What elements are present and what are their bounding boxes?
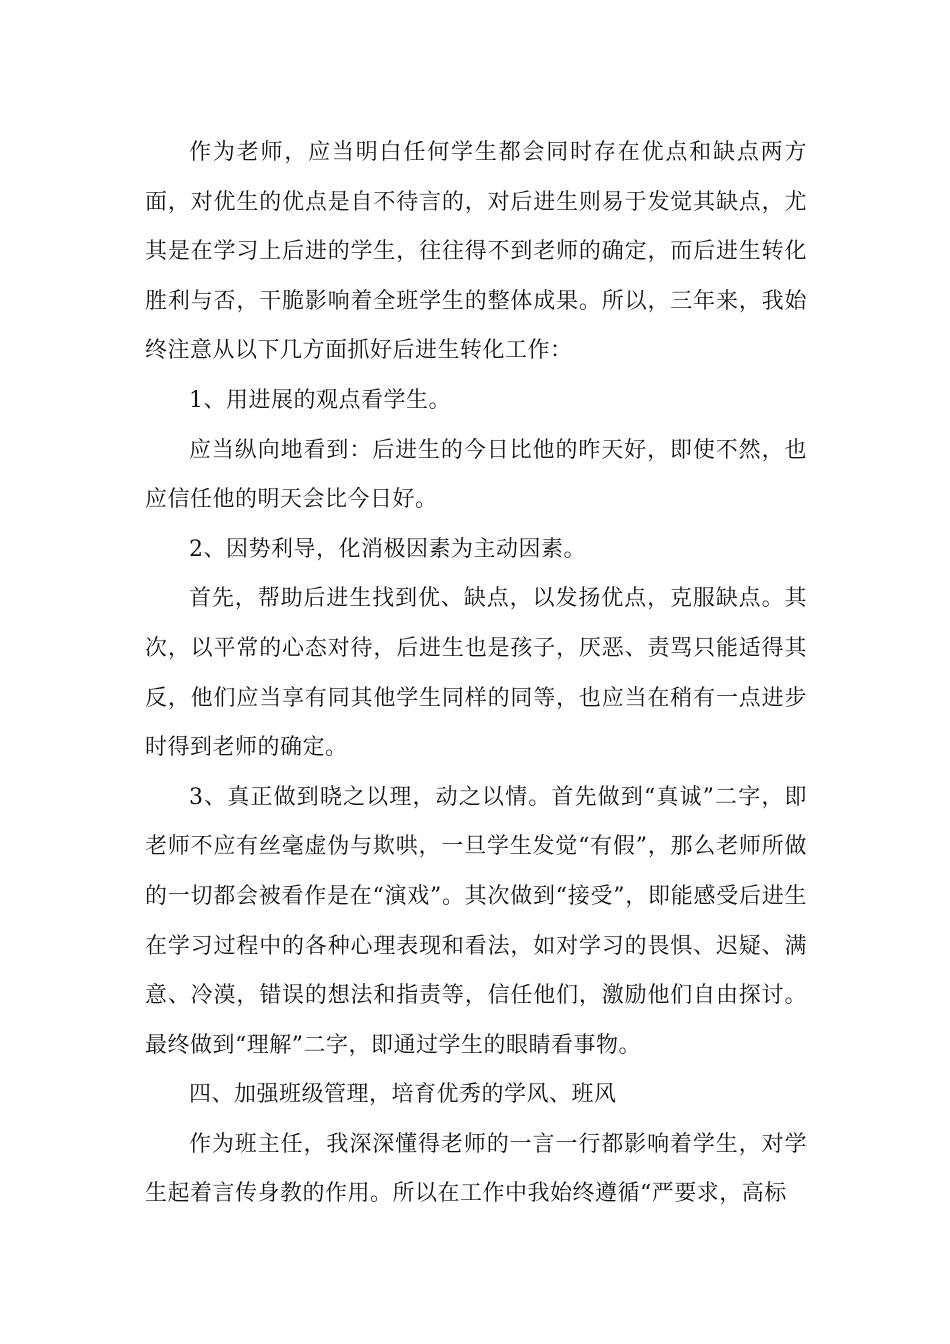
paragraph-point-1-heading: 1、用进展的观点看学生。 (189, 387, 451, 413)
paragraph-point-2-body: 首先，帮助后进生找到优、缺点，以发扬优点，克服缺点。其次，以平常的心态对待，后进生也是孩子，厌恶、责骂只能适得其反，他们应当享有同其他学生同样的同等，也应当在稍有一点进步时得到老师的确定。 (145, 586, 807, 761)
paragraph-point-1-body: 应当纵向地看到：后进生的今日比他的昨天好，即使不然，也应信任他的明天会比今日好。 (145, 437, 807, 513)
paragraph-class-management: 作为班主任，我深深懂得老师的一言一行都影响着学生，对学生起着言传身教的作用。所以在工作中我始终遵循“严要求，高标 (145, 1131, 807, 1207)
paragraph-intro: 作为老师，应当明白任何学生都会同时存在优点和缺点两方面，对优生的优点是自不待言的，对后进生则易于发觉其缺点，尤其是在学习上后进的学生，往往得不到老师的确定，而后进生转化胜利与否，干脆影响着全班学生的整体成果。所以，三年来，我始终注意从以下几方面抓好后进生转化工作： (145, 140, 807, 364)
section-heading-class-management: 四、加强班级管理，培育优秀的学风、班风 (189, 1082, 617, 1108)
paragraph-point-2-heading: 2、因势利导，化消极因素为主动因素。 (189, 536, 586, 562)
paragraph-point-3: 3、真正做到晓之以理，动之以情。首先做到“真诚”二字，即老师不应有丝毫虚伪与欺哄，一旦学生发觉“有假”，那么老师所做的一切都会被看作是在“演戏”。其次做到“接受”，即能感受后进生在学习过程中的各种心理表现和看法，如对学习的畏惧、迟疑、满意、冷漠，错误的想法和指责等，信任他们，激励他们自由探讨。最终做到“理解”二字，即通过学生的眼睛看事物。 (145, 784, 807, 1058)
document-body (145, 128, 807, 1219)
